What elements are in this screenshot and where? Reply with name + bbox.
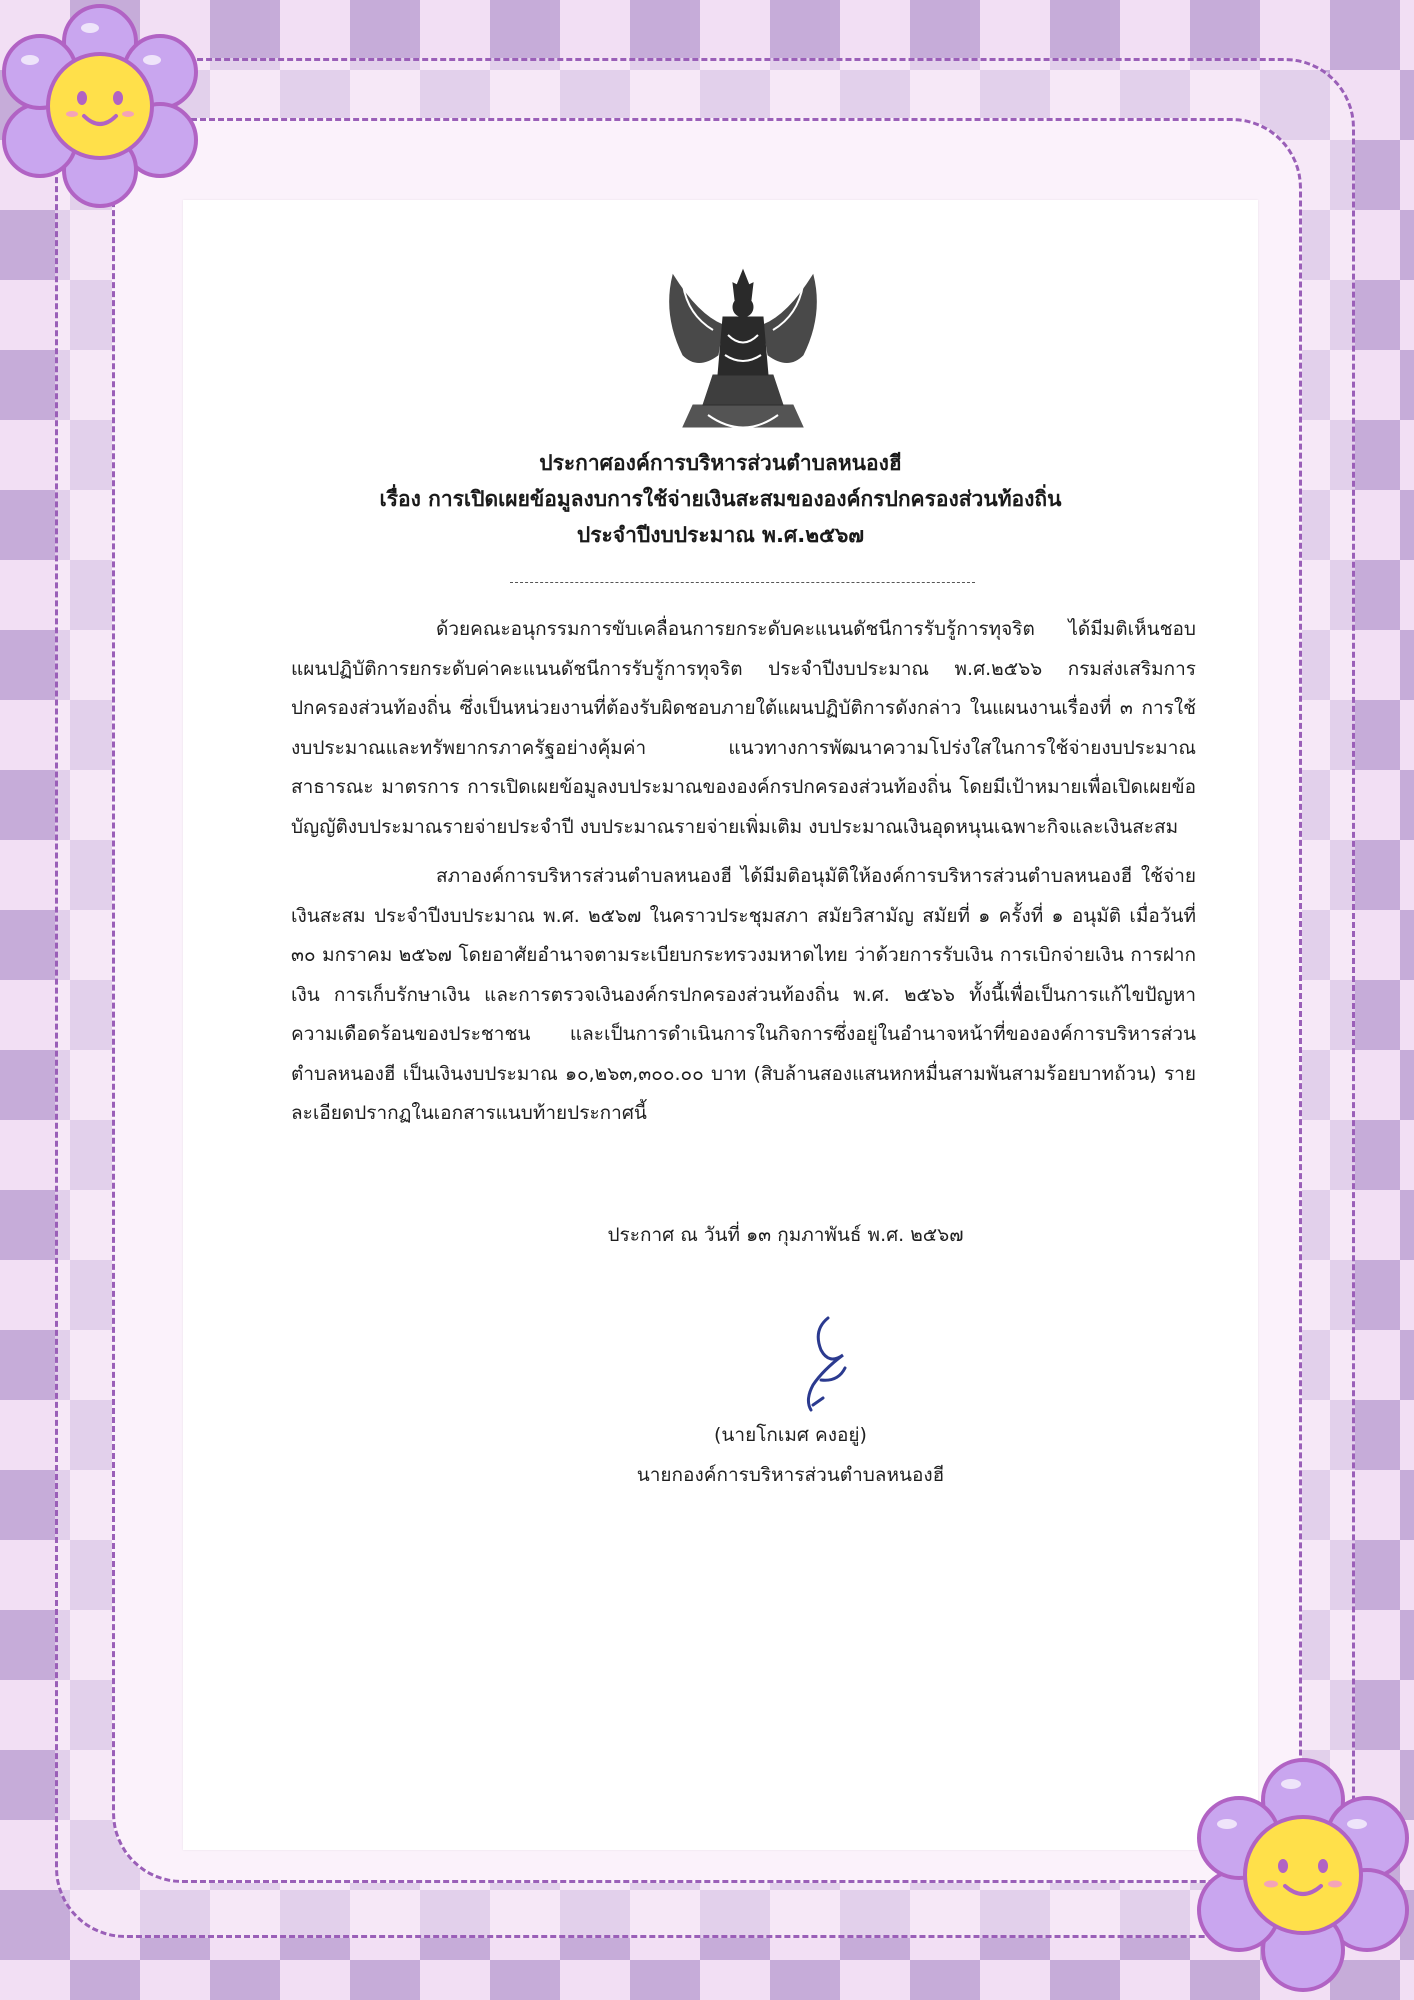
- smiling-flower-icon: [1185, 1750, 1414, 2000]
- announcement-document: [183, 200, 1258, 1850]
- body-paragraph-2: สภาองค์การบริหารส่วนตำบลหนองฮี ได้มีมติอนุมัติให้องค์การบริหารส่วนตำบลหนองฮี ใช้จ่ายเงินสะสม ประจำปีงบประมาณ พ.ศ. ๒๕๖๗ ในคราวประชุมสภา สมัยวิสามัญ สมัยที่ ๑ ครั้งที่ ๑ อนุมัติ เมื่อวันที่ ๓๐ มกราคม ๒๕๖๗ โดยอาศัยอำนาจตามระเบียบกระทรวงมหาดไทย ว่าด้วยการรับเงิน การเบิกจ่ายเงิน การฝากเงิน การเก็บรักษาเงิน และการตรวจเงินองค์กรปกครองส่วนท้องถิ่น พ.ศ. ๒๕๖๖ ทั้งนี้เพื่อเป็นการแก้ไขปัญหาความเดือดร้อนของประชาชน และเป็นการดำเนินการในกิจการซึ่งอยู่ในอำนาจหน้าที่ขององค์การบริหารส่วนตำบลหนองฮี เป็นเงินงบประมาณ ๑๐,๒๖๓,๓๐๐.๐๐ บาท (สิบล้านสองแสนหกหมื่นสามพันสามร้อยบาทถ้วน) รายละเอียดปรากฏในเอกสารแนบท้ายประกาศนี้: [291, 865, 1196, 1124]
- title-line-2: เรื่อง การเปิดเผยข้อมูลงบการใช้จ่ายเงินสะสมขององค์กรปกครองส่วนท้องถิ่น: [379, 487, 1062, 511]
- announcement-body: [291, 610, 1196, 1144]
- body-paragraph-1: ด้วยคณะอนุกรรมการขับเคลื่อนการยกระดับคะแนนดัชนีการรับรู้การทุจริต ได้มีมติเห็นชอบแผนปฏิบัติการยกระดับค่าคะแนนดัชนีการรับรู้การทุจริต ประจำปีงบประมาณ พ.ศ.๒๕๖๖ กรมส่งเสริมการปกครองส่วนท้องถิ่น ซึ่งเป็นหน่วยงานที่ต้องรับผิดชอบภายใต้แผนปฏิบัติการดังกล่าว ในแผนงานเรื่องที่ ๓ การใช้งบประมาณและทรัพยากรภาครัฐอย่างคุ้มค่า แนวทางการพัฒนาความโปร่งใสในการใช้จ่ายงบประมาณสาธารณะ มาตรการ การเปิดเผยข้อมูลงบประมาณขององค์กรปกครองส่วนท้องถิ่น โดยมีเป้าหมายเพื่อเปิดเผยข้อบัญญัติงบประมาณรายจ่ายประจำปี งบประมาณรายจ่ายเพิ่มเติม งบประมาณเงินอุดหนุนเฉพาะกิจและเงินสะสม: [291, 618, 1196, 838]
- handwritten-signature: [783, 1310, 863, 1420]
- title-divider: [510, 582, 975, 583]
- smiling-flower-icon: [0, 0, 205, 230]
- signer-block: [183, 1415, 1258, 1495]
- announcement-date: ประกาศ ณ วันที่ ๑๓ กุมภาพันธ์ พ.ศ. ๒๕๖๗: [607, 1224, 964, 1246]
- signer-name: (นายโกเมศ คงอยู่): [714, 1424, 867, 1446]
- garuda-emblem-icon: [653, 255, 833, 440]
- signer-position: นายกองค์การบริหารส่วนตำบลหนองฮี: [636, 1464, 945, 1486]
- announcement-title: [183, 445, 1258, 553]
- title-line-3: ประจำปีงบประมาณ พ.ศ.๒๕๖๗: [576, 523, 865, 547]
- title-line-1: ประกาศองค์การบริหารส่วนตำบลหนองฮี: [539, 451, 902, 475]
